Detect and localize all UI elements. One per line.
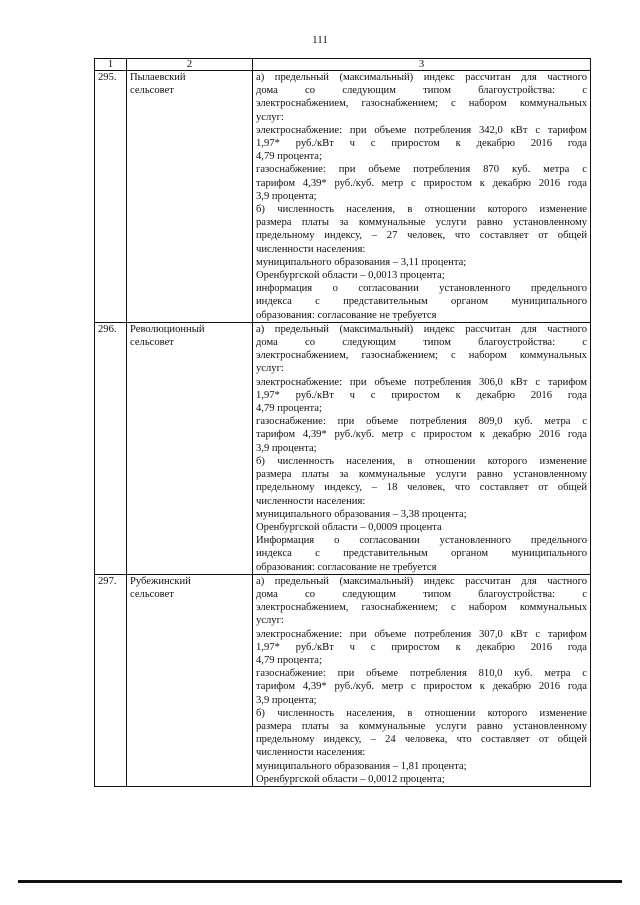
description-line: размера платы за коммунальные услуги равно установленному <box>256 469 587 481</box>
index-description <box>253 322 591 574</box>
description-line: дома со следующим типом благоустройства: с <box>256 588 587 600</box>
description-line: электроснабжение: при объеме потребления 342,0 кВт с тарифом <box>256 124 587 136</box>
municipality-name <box>127 71 253 323</box>
description-line: дома со следующим типом благоустройства: с <box>256 337 587 349</box>
table-row <box>95 322 591 574</box>
table-row <box>95 71 591 323</box>
index-description <box>253 574 591 786</box>
description-line: образования: согласование не требуется <box>256 561 437 573</box>
description-line: муниципального образования – 1,81 процента; <box>256 760 467 772</box>
municipality-name-line: Рубежинский <box>130 575 191 587</box>
description-line: 3,9 процента; <box>256 190 317 202</box>
description-line: образования: согласование не требуется <box>256 309 437 321</box>
municipality-name <box>127 574 253 786</box>
table-header-row <box>95 59 591 71</box>
column-header-2: 2 <box>127 59 253 71</box>
description-line: предельному индексу, – 27 человек, что составляет от общей <box>256 230 587 242</box>
description-line: электроснабжением, газоснабжением; с набором коммунальных <box>256 350 587 362</box>
index-description <box>253 71 591 323</box>
municipality-name-line: Революционный <box>130 323 205 335</box>
description-line: предельному индексу, – 18 человек, что составляет от общей <box>256 482 587 494</box>
description-line: 3,9 процента; <box>256 694 317 706</box>
description-line: предельному индексу, – 24 человека, что составляет от общей <box>256 734 587 746</box>
document-table <box>94 58 591 787</box>
description-line: б) численность населения, в отношении которого изменение <box>256 204 587 216</box>
bottom-rule <box>18 880 622 883</box>
description-line: а) предельный (максимальный) индекс рассчитан для частного <box>256 323 587 335</box>
column-header-1: 1 <box>95 59 127 71</box>
municipality-name-line: сельсовет <box>130 85 174 97</box>
description-line: тарифом 4,39* руб./куб. метр с приростом к декабрю 2016 года <box>256 681 587 693</box>
description-line: численности населения: <box>256 243 366 255</box>
description-line: а) предельный (максимальный) индекс рассчитан для частного <box>256 72 587 83</box>
page-number: 111 <box>312 34 328 46</box>
table-body <box>95 71 591 787</box>
description-line: тарифом 4,39* руб./куб. метр с приростом к декабрю 2016 года <box>256 429 587 441</box>
description-line: услуг: <box>256 111 284 123</box>
description-line: дома со следующим типом благоустройства: с <box>256 85 587 97</box>
description-line: б) численность населения, в отношении которого изменение <box>256 455 587 467</box>
description-line: электроснабжением, газоснабжением; с набором коммунальных <box>256 602 587 614</box>
description-line: индекса с представительным органом муниципального <box>256 548 587 560</box>
description-line: услуг: <box>256 363 284 375</box>
description-line: 4,79 процента; <box>256 403 322 415</box>
description-line: 4,79 процента; <box>256 151 322 163</box>
table-row <box>95 574 591 786</box>
description-line: а) предельный (максимальный) индекс рассчитан для частного <box>256 575 587 587</box>
description-line: 1,97* руб./кВт ч с приростом к декабрю 2016 года <box>256 389 587 401</box>
row-number: 296. <box>95 322 127 574</box>
description-line: Оренбургской области – 0,0009 процента <box>256 521 442 533</box>
description-line: Информация о согласовании установленного предельного <box>256 535 587 547</box>
description-line: информация о согласовании установленного предельного <box>256 283 587 295</box>
description-line: 1,97* руб./кВт ч с приростом к декабрю 2016 года <box>256 641 587 653</box>
description-line: размера платы за коммунальные услуги равно установленному <box>256 217 587 229</box>
row-number: 297. <box>95 574 127 786</box>
description-line: газоснабжение: при объеме потребления 810,0 куб. метра с <box>256 668 587 680</box>
description-line: 4,79 процента; <box>256 654 322 666</box>
description-line: услуг: <box>256 615 284 627</box>
description-line: электроснабжением, газоснабжением; с набором коммунальных <box>256 98 587 110</box>
description-line: электроснабжение: при объеме потребления 306,0 кВт с тарифом <box>256 376 587 388</box>
column-header-3: 3 <box>253 59 591 71</box>
municipality-name <box>127 322 253 574</box>
description-line: индекса с представительным органом муниципального <box>256 296 587 308</box>
description-line: 3,9 процента; <box>256 442 317 454</box>
description-line: численности населения: <box>256 495 366 507</box>
description-line: размера платы за коммунальные услуги равно установленному <box>256 720 587 732</box>
description-line: муниципального образования – 3,11 процента; <box>256 256 467 268</box>
municipality-name-line: сельсовет <box>130 337 174 349</box>
description-line: 1,97* руб./кВт ч с приростом к декабрю 2016 года <box>256 138 587 150</box>
description-line: б) численность населения, в отношении которого изменение <box>256 707 587 719</box>
row-number: 295. <box>95 71 127 323</box>
description-line: муниципального образования – 3,38 процента; <box>256 508 467 520</box>
description-line: численности населения: <box>256 747 366 759</box>
description-line: электроснабжение: при объеме потребления 307,0 кВт с тарифом <box>256 628 587 640</box>
municipality-name-line: сельсовет <box>130 588 174 600</box>
description-line: тарифом 4,39* руб./куб. метр с приростом к декабрю 2016 года <box>256 177 587 189</box>
description-line: газоснабжение: при объеме потребления 870 куб. метра с <box>256 164 587 176</box>
description-line: Оренбургской области – 0,0012 процента; <box>256 773 445 785</box>
description-line: газоснабжение: при объеме потребления 809,0 куб. метра с <box>256 416 587 428</box>
description-line: Оренбургской области – 0,0013 процента; <box>256 270 445 282</box>
municipality-name-line: Пылаевский <box>130 72 186 83</box>
